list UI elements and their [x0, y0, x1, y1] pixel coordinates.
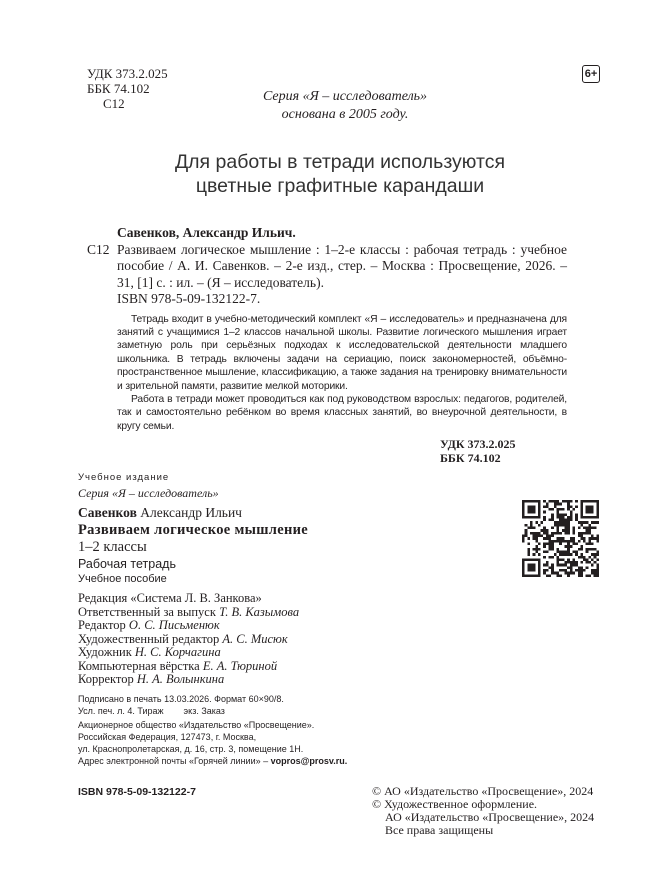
hotline-label: Адрес электронной почты «Горячей линии» – — [78, 755, 271, 766]
credit-role: Художественный редактор — [78, 631, 223, 646]
workbook-label: Рабочая тетрадь — [78, 557, 176, 572]
copyright-line: АО «Издательство «Просвещение», 2024 — [385, 810, 595, 824]
footer-isbn: ISBN 978-5-09-132122-7 — [78, 786, 196, 798]
credit-name: Н. С. Корчагина — [134, 645, 221, 660]
publisher-line: ул. Краснопролетарская, д. 16, стр. 3, помещение 1Н. — [78, 743, 304, 754]
credit-name: Н. А. Волынкина — [136, 672, 225, 687]
author-mark: С12 — [103, 96, 125, 111]
credit-line — [78, 646, 498, 660]
qr-code[interactable] — [522, 500, 599, 577]
series-note-line: основана в 2005 году. — [281, 107, 409, 122]
credit-line — [78, 673, 498, 687]
credit-name: Е. А. Тюриной — [202, 658, 278, 673]
classification-codes-right — [440, 437, 555, 465]
author-name: Александр Ильич — [140, 505, 242, 521]
publisher-line: Акционерное общество «Издательство «Просвещение». — [78, 719, 315, 730]
bbk-code: ББК 74.102 — [440, 451, 501, 466]
publisher-info — [78, 719, 498, 767]
credit-line — [78, 592, 498, 606]
manual-label: Учебное пособие — [78, 573, 167, 586]
book-title: Развиваем логическое мышление — [78, 522, 309, 539]
credit-role: Ответственный за выпуск — [78, 604, 220, 619]
series: Серия «Я – исследователь» — [78, 486, 219, 501]
pencils-note-line: цветные графитные карандаши — [195, 175, 485, 197]
record-code: С12 — [87, 241, 110, 257]
bibliographic-record — [87, 225, 567, 308]
series-note — [200, 88, 490, 124]
record-description: Развиваем логическое мышление : 1–2-е классы : рабочая тетрадь : учебное пособие / А. И. Савенков. – 2-е изд., стер. – Москва : Просвещение, 2026. – 31, [1] с. : ил. – (Я – исследователь). — [117, 241, 567, 290]
credit-line — [78, 619, 498, 633]
footer — [78, 777, 638, 837]
imprint-block — [78, 471, 498, 767]
credits — [78, 592, 498, 687]
grades: 1–2 классы — [78, 539, 147, 556]
record-isbn: ISBN 978-5-09-132122-7. — [117, 291, 261, 306]
author-surname: Савенков — [78, 505, 137, 521]
credit-name: Т. В. Казымова — [219, 604, 300, 619]
copyright-line: © АО «Издательство «Просвещение», 2024 — [372, 784, 594, 798]
hotline-email: vopros@prosv.ru. — [270, 755, 348, 766]
udk-code: УДК 373.2.025 — [440, 437, 516, 452]
hotline — [78, 755, 498, 767]
credit-role: Компьютерная вёрстка — [78, 658, 203, 673]
credit-role: Художник — [78, 645, 135, 660]
credit-role: Корректор — [78, 672, 137, 687]
annotation-paragraph: Работа в тетради может проводиться как под руководством взрослых: педагогов, родителей, так и самостоятельно ребёнком во время классных занятий, во внеурочной деятельности, в кругу семьи. — [117, 393, 567, 432]
author — [78, 503, 498, 522]
credit-line — [78, 633, 498, 647]
credit-name: А. С. Мисюк — [222, 631, 288, 646]
credit-role: Редакция «Система Л. В. Занкова» — [78, 591, 262, 606]
annotation-paragraph: Тетрадь входит в учебно-методический комплект «Я – исследователь» и предназначена для занятий с учащимися 1–2 классов начальной школы. Развитие логического мышления играет заметную роль при серьёзных подходах к исследовательской деятельности младшего школьника. В тетрадь включены задачи на сериацию, поиск закономерностей, объёмно-пространственное мышление, классификацию, а также задания на тренировку внимательности и зрительной памяти, развитие мелкой моторики. — [117, 313, 567, 392]
age-rating-badge: 6+ — [582, 65, 600, 83]
edition-type: Учебное издание — [78, 472, 170, 484]
bbk-code: ББК 74.102 — [87, 81, 150, 96]
publisher-line: Российская Федерация, 127473, г. Москва, — [78, 731, 257, 742]
credit-line — [78, 606, 498, 620]
print-info — [78, 693, 498, 717]
record-author: Савенков, Александр Ильич. — [117, 225, 296, 240]
pencils-note — [100, 150, 580, 198]
print-info-line: Подписано в печать 13.03.2026. Формат 60×90/8. — [78, 693, 284, 704]
annotation — [117, 313, 567, 434]
copyright — [372, 785, 594, 837]
content-flow — [78, 225, 595, 837]
classification-codes — [87, 66, 168, 111]
print-info-line: Усл. печ. л. 4. Тираж экз. Заказ — [78, 705, 225, 716]
pencils-note-line: Для работы в тетради используются — [174, 151, 506, 173]
copyright-line: © Художественное оформление. — [372, 797, 538, 811]
udk-code: УДК 373.2.025 — [87, 66, 168, 81]
credit-role: Редактор — [78, 618, 129, 633]
copyright-line: Все права защищены — [385, 823, 494, 837]
credit-line — [78, 660, 498, 674]
series-note-line: Серия «Я – исследователь» — [262, 89, 428, 104]
credit-name: О. С. Письменюк — [128, 618, 220, 633]
